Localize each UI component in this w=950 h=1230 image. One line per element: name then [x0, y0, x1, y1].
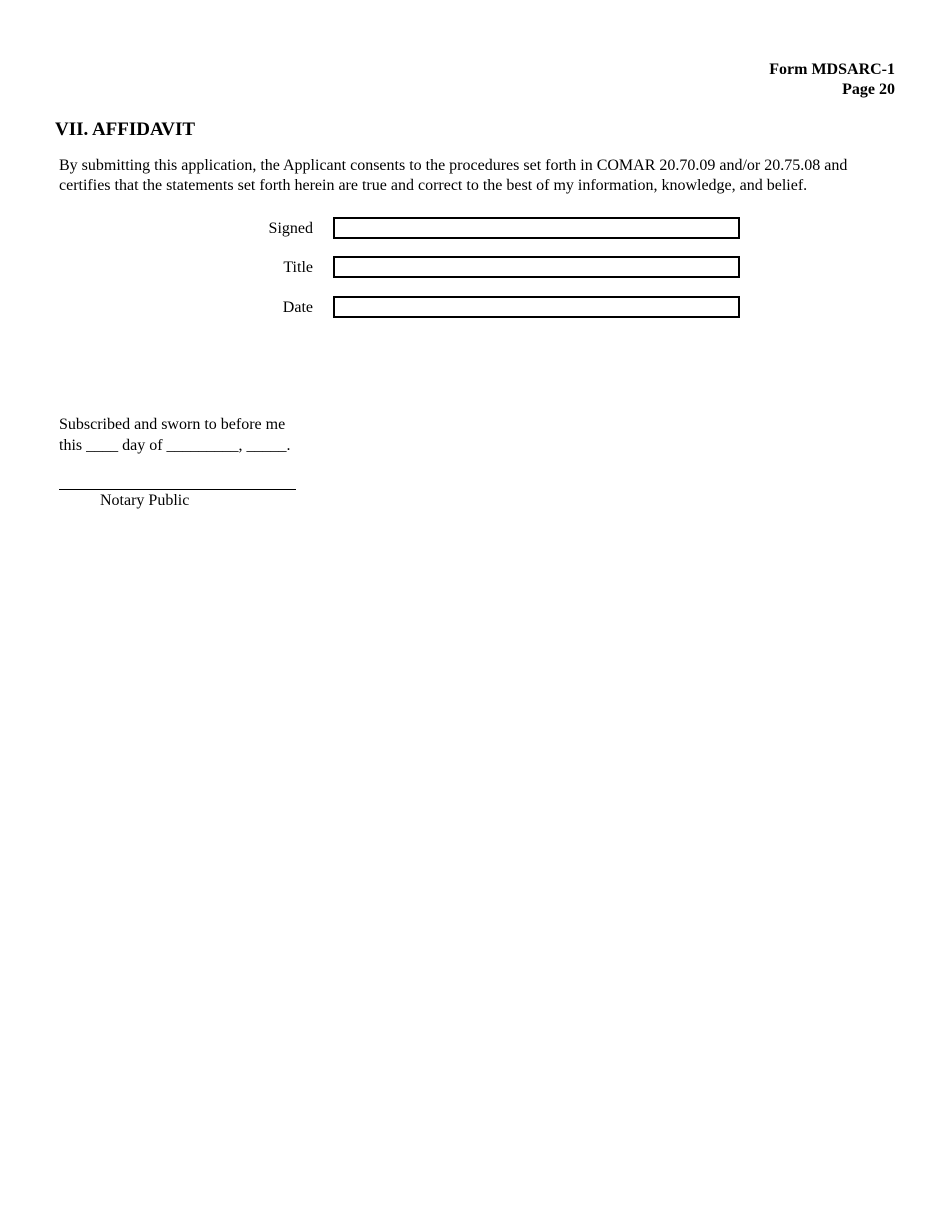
page-number: Page 20 — [842, 81, 895, 98]
form-id: Form MDSARC-1 — [769, 61, 895, 78]
notary-signature-line — [59, 489, 296, 490]
title-label: Title — [283, 259, 313, 276]
title-row — [0, 256, 950, 280]
date-input[interactable] — [333, 296, 740, 318]
signed-row — [0, 217, 950, 241]
form-header — [769, 60, 895, 100]
notary-line-2: this ____ day of _________, _____. — [59, 437, 291, 454]
notary-statement — [59, 414, 291, 456]
section-title: VII. AFFIDAVIT — [55, 119, 196, 140]
notary-public-label: Notary Public — [100, 492, 190, 509]
signed-input[interactable] — [333, 217, 740, 239]
affidavit-paragraph: By submitting this application, the Applicant consents to the procedures set forth in COMAR 20.70.09 and/or 20.75.08 and certifies that the statements set forth herein are true and correct to the best of my information, knowledge, and belief. — [59, 157, 848, 194]
date-row — [0, 296, 950, 320]
signed-label: Signed — [268, 220, 313, 237]
title-input[interactable] — [333, 256, 740, 278]
date-label: Date — [282, 299, 313, 316]
notary-line-1: Subscribed and sworn to before me — [59, 416, 286, 433]
